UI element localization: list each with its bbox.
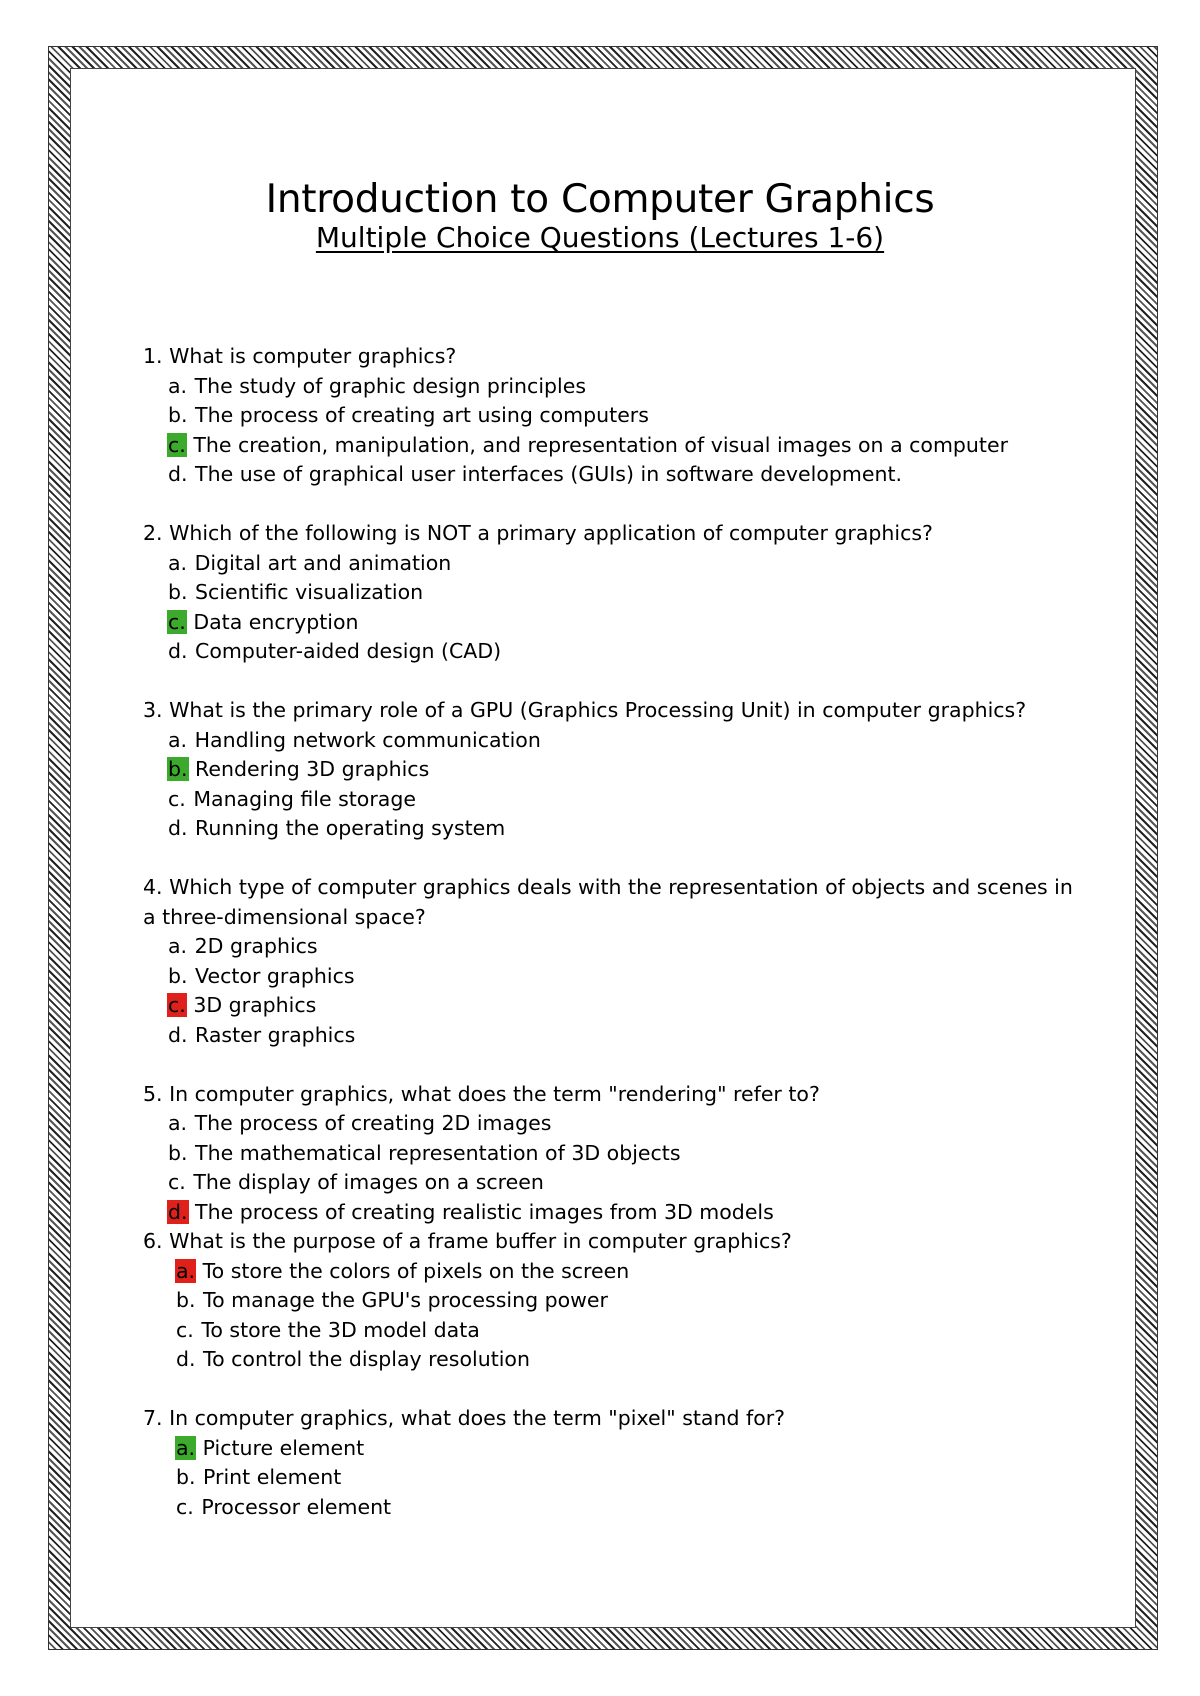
question-text: 2. Which of the following is NOT a primary application of computer graphics? bbox=[143, 521, 933, 545]
answer-text: 2D graphics bbox=[188, 934, 318, 958]
answer-text: The process of creating art using computers bbox=[188, 403, 649, 427]
answer-option bbox=[143, 1198, 1083, 1228]
answer-option bbox=[143, 1021, 1083, 1051]
answer-option bbox=[143, 372, 1083, 402]
answer-letter: c. bbox=[168, 1170, 186, 1194]
answer-option bbox=[143, 726, 1083, 756]
highlighted-answer-letter: c. bbox=[168, 609, 186, 634]
answer-option bbox=[143, 755, 1083, 785]
answer-option bbox=[143, 401, 1083, 431]
answer-text: 3D graphics bbox=[186, 993, 317, 1017]
answer-option bbox=[143, 991, 1083, 1021]
answer-letter: b. bbox=[168, 1140, 188, 1165]
answer-option bbox=[143, 1463, 1083, 1493]
answer-text: To store the 3D model data bbox=[194, 1317, 480, 1342]
answer-text: Data encryption bbox=[186, 609, 359, 634]
answer-letter: d. bbox=[168, 1022, 188, 1047]
answer-letter: c. bbox=[176, 1494, 194, 1519]
question-5 bbox=[143, 1080, 1083, 1228]
answer-text: Picture element bbox=[196, 1435, 365, 1460]
question-7 bbox=[143, 1404, 1083, 1522]
answer-option bbox=[143, 1139, 1083, 1169]
answer-option bbox=[143, 578, 1083, 608]
answer-text: Digital art and animation bbox=[188, 550, 452, 575]
answer-text: Print element bbox=[196, 1465, 342, 1489]
answer-text: Scientific visualization bbox=[188, 580, 424, 604]
answer-text: The use of graphical user interfaces (GUIs) in software development. bbox=[188, 462, 903, 486]
highlighted-answer-letter: c. bbox=[168, 993, 186, 1017]
answer-letter: c. bbox=[168, 786, 186, 811]
question-text: 1. What is computer graphics? bbox=[143, 344, 457, 368]
answer-letter: b. bbox=[176, 1465, 196, 1489]
answer-option bbox=[143, 549, 1083, 579]
question-4 bbox=[143, 873, 1083, 1050]
question-text: 4. Which type of computer graphics deals with the representation of objects and scenes in a three-dimensional space? bbox=[143, 875, 1073, 929]
answer-text: The process of creating 2D images bbox=[188, 1111, 552, 1135]
answer-text: To control the display resolution bbox=[196, 1347, 530, 1371]
answer-text: To manage the GPU's processing power bbox=[196, 1288, 608, 1312]
highlighted-answer-letter: c. bbox=[168, 432, 186, 457]
answer-letter: a. bbox=[168, 1111, 188, 1135]
answer-letter: a. bbox=[168, 934, 188, 958]
highlighted-answer-letter: a. bbox=[176, 1258, 196, 1283]
answer-text: Raster graphics bbox=[188, 1022, 356, 1047]
answer-option bbox=[143, 1286, 1083, 1316]
answer-option bbox=[143, 1493, 1083, 1523]
answer-text: The mathematical representation of 3D objects bbox=[188, 1140, 681, 1165]
question-text: 5. In computer graphics, what does the term "rendering" refer to? bbox=[143, 1081, 820, 1106]
answer-letter: d. bbox=[168, 639, 188, 663]
answer-option bbox=[143, 460, 1083, 490]
highlighted-answer-letter: b. bbox=[168, 757, 188, 781]
highlighted-answer-letter: d. bbox=[168, 1199, 188, 1224]
answer-text: Processor element bbox=[194, 1494, 392, 1519]
answer-option bbox=[143, 1345, 1083, 1375]
answer-text: The process of creating realistic images from 3D models bbox=[188, 1199, 774, 1224]
answer-text: Computer-aided design (CAD) bbox=[188, 639, 502, 663]
answer-letter: b. bbox=[168, 963, 188, 988]
question-text: 7. In computer graphics, what does the term "pixel" stand for? bbox=[143, 1406, 786, 1430]
answer-option bbox=[143, 431, 1083, 461]
answer-letter: b. bbox=[176, 1288, 196, 1312]
answer-option bbox=[143, 962, 1083, 992]
answer-text: Managing file storage bbox=[186, 786, 416, 811]
answer-letter: b. bbox=[168, 580, 188, 604]
question-text: 6. What is the purpose of a frame buffer in computer graphics? bbox=[143, 1229, 792, 1253]
highlighted-answer-letter: a. bbox=[176, 1435, 196, 1460]
answer-option bbox=[143, 608, 1083, 638]
answer-text: Handling network communication bbox=[188, 727, 541, 752]
answer-letter: c. bbox=[176, 1317, 194, 1342]
answer-option bbox=[143, 1168, 1083, 1198]
answer-option bbox=[143, 1257, 1083, 1287]
question-text: 3. What is the primary role of a GPU (Graphics Processing Unit) in computer graphics? bbox=[143, 698, 1027, 722]
answer-option bbox=[143, 932, 1083, 962]
answer-option bbox=[143, 785, 1083, 815]
question-6 bbox=[143, 1227, 1083, 1375]
answer-text: The study of graphic design principles bbox=[188, 373, 587, 398]
answer-letter: a. bbox=[168, 727, 188, 752]
answer-letter: b. bbox=[168, 403, 188, 427]
answer-option bbox=[143, 1109, 1083, 1139]
answer-option bbox=[143, 814, 1083, 844]
answer-letter: d. bbox=[168, 462, 188, 486]
answer-text: The creation, manipulation, and representation of visual images on a computer bbox=[186, 432, 1009, 457]
answer-option bbox=[143, 1316, 1083, 1346]
question-1 bbox=[143, 342, 1083, 490]
question-list bbox=[143, 342, 1083, 1552]
answer-text: To store the colors of pixels on the screen bbox=[196, 1258, 630, 1283]
answer-option bbox=[143, 637, 1083, 667]
answer-letter: a. bbox=[168, 550, 188, 575]
answer-text: The display of images on a screen bbox=[186, 1170, 544, 1194]
document-subtitle: Multiple Choice Questions (Lectures 1-6) bbox=[315, 221, 885, 254]
document-title: Introduction to Computer Graphics bbox=[265, 177, 935, 223]
answer-letter: a. bbox=[168, 373, 188, 398]
answer-option bbox=[143, 1434, 1083, 1464]
answer-text: Rendering 3D graphics bbox=[188, 757, 430, 781]
question-2 bbox=[143, 519, 1083, 667]
answer-text: Vector graphics bbox=[188, 963, 355, 988]
answer-letter: d. bbox=[168, 816, 188, 840]
answer-letter: d. bbox=[176, 1347, 196, 1371]
answer-text: Running the operating system bbox=[188, 816, 506, 840]
question-3 bbox=[143, 696, 1083, 844]
